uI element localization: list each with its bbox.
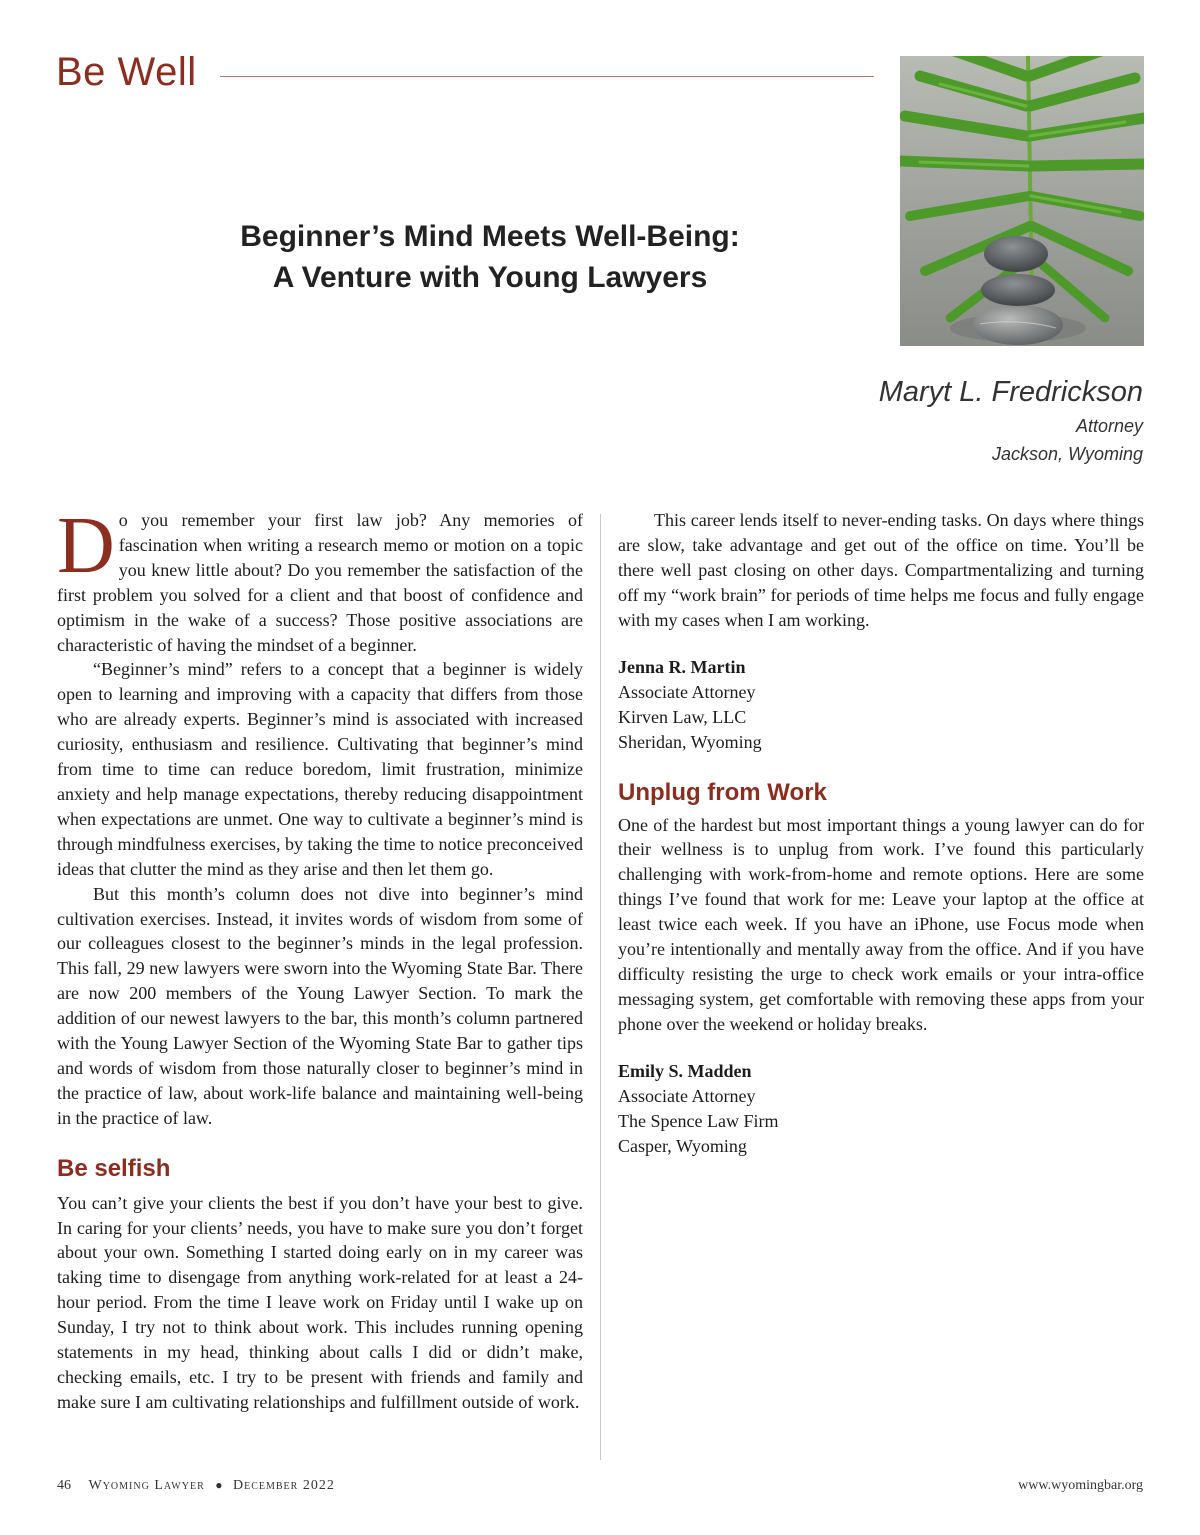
article-title-line2: A Venture with Young Lawyers <box>272 261 708 294</box>
title-rule <box>220 76 874 77</box>
be-selfish-paragraph-1: You can’t give your clients the best if you don’t have your best to give. In caring for your clients’ needs, you have to make sure you don’t forget about your own. Something I started doing early on in my career was taking time to disengage from anything work-related for at least a 24-hour period. From the time I leave work on Friday until I wake up on Sunday, I try not to think about work. This includes running opening statements in my head, thinking about calls I did or didn’t make, checking emails, etc. I try to be present with friends and family and make sure I am cultivating relationships and fulfillment outside of work. <box>57 1192 583 1412</box>
intro-paragraph-1 <box>57 502 583 657</box>
bullet-icon: ● <box>215 1478 223 1492</box>
drop-cap: D <box>57 502 115 590</box>
intro-paragraph-1-text: o you remember your first law job? Any memories of fascination when writing a research memo or motion on a topic you knew little about? Do you remember the satisfaction of the first problem you solved for a client and that boost of confidence and optimism in the wake of a success? Those positive associations are characteristic of having the mindset of a beginner. <box>57 510 583 655</box>
signature-name: Jenna R. Martin <box>618 656 746 677</box>
issue-date: December 2022 <box>232 1478 335 1493</box>
signature-emily-madden <box>618 1059 1144 1159</box>
page-number: 46 <box>57 1478 71 1493</box>
signature-firm: Kirven Law, LLC <box>618 706 747 727</box>
article-column-left <box>57 502 583 1415</box>
article-column-right <box>618 508 1144 1159</box>
magazine-name: Wyoming Lawyer <box>88 1478 205 1493</box>
article-title <box>180 216 800 298</box>
signature-firm: The Spence Law Firm <box>618 1110 779 1131</box>
website-link[interactable]: www.wyomingbar.org <box>1018 1478 1143 1493</box>
article-title-line1: Beginner’s Mind Meets Well-Being: <box>240 220 740 253</box>
palm-leaf-and-stacked-stones-photo <box>900 56 1144 346</box>
unplug-paragraph-1: One of the hardest but most important things a young lawyer can do for their wellness is to unplug from work. I’ve found this particularly challenging with work-from-home and remote options. Here are some things I’ve found that work for me: Leave your laptop at the office at least twice each week. If you have an iPhone, use Focus mode when you’re intentionally and mentally away from the office. And if you have difficulty resisting the urge to check work emails or your intra-office messaging system, get comfortable with removing these apps from your phone over the weekend or holiday breaks. <box>618 814 1144 1034</box>
author-byline <box>879 372 1143 468</box>
be-selfish-paragraph-2: This career lends itself to never-ending tasks. On days where things are slow, take advantage and get out of the office on time. You’ll be there well past closing on other days. Compartmentalizing and turning off my “work brain” for periods of time helps me focus and fully engage with my cases when I am working. <box>618 510 1144 630</box>
author-location: Jackson, Wyoming <box>991 444 1143 464</box>
author-title: Attorney <box>1075 416 1143 436</box>
intro-paragraph-2: “Beginner’s mind” refers to a concept that a beginner is widely open to learning and improving with a capacity that differs from those who are already experts. Beginner’s mind is associated with increased curiosity, enthusiasm and resilience. Cultivating that beginner’s mind from time to time can reduce boredom, limit frustration, minimize anxiety and help manage expectations, thereby reducing disappointment when expectations are unmet. One way to cultivate a beginner’s mind is through mindfulness exercises, by taking the time to notice preconceived ideas that clutter the mind as they arise and then let them go. <box>57 659 583 879</box>
page-footer <box>57 1478 1143 1498</box>
signature-location: Casper, Wyoming <box>618 1135 747 1156</box>
signature-jenna-martin <box>618 655 1144 755</box>
signature-name: Emily S. Madden <box>618 1060 752 1081</box>
section-title: Be Well <box>56 50 197 94</box>
section-heading-be-selfish: Be selfish <box>57 1154 171 1182</box>
footer-left <box>57 1478 335 1494</box>
signature-title: Associate Attorney <box>618 1085 756 1106</box>
signature-title: Associate Attorney <box>618 681 756 702</box>
author-name: Maryt L. Fredrickson <box>878 376 1143 408</box>
intro-paragraph-3: But this month’s column does not dive into beginner’s mind cultivation exercises. Instead, it invites words of wisdom from some of our colleagues closest to the beginner’s minds in the legal profession. This fall, 29 new lawyers were sworn into the Wyoming State Bar. There are now 200 members of the Young Lawyer Section. To mark the addition of our newest lawyers to the bar, this month’s column partnered with the Young Lawyer Section of the Wyoming State Bar to gather tips and words of wisdom from those naturally closer to beginner’s mind in the practice of law, about work-life balance and maintaining well-being in the practice of law. <box>57 883 583 1128</box>
signature-location: Sheridan, Wyoming <box>618 731 762 752</box>
column-divider <box>600 514 601 1460</box>
section-heading-unplug-from-work: Unplug from Work <box>618 778 827 806</box>
